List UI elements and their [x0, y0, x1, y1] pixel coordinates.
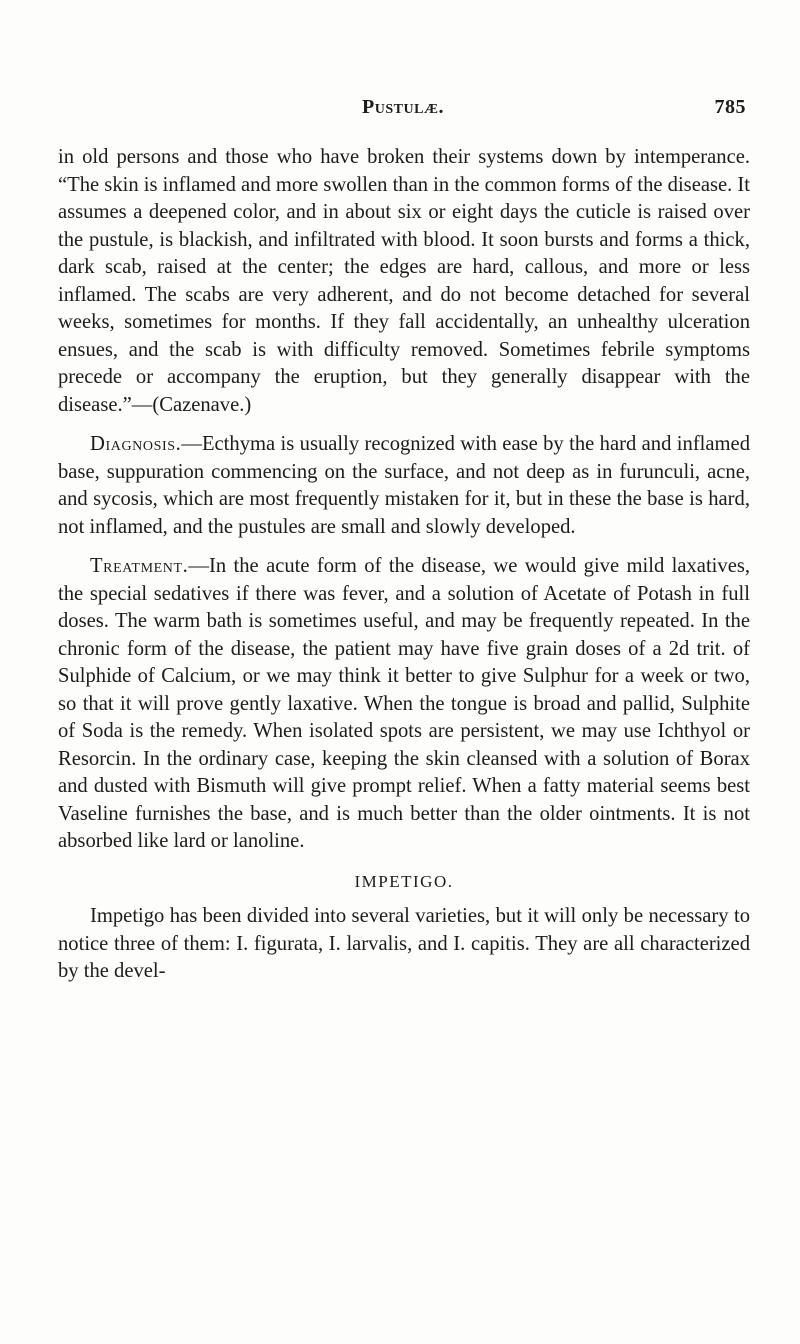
- diagnosis-text: —Ecthyma is usually recognized with ease by the hard and inflamed base, suppuration commencing on the surface, and not deep as in furunculi, acne, and sycosis, which are most frequently mistaken for it, but in these the base is hard, not inflamed, and the pustules are small and slowly developed.: [58, 433, 750, 538]
- paragraph-treatment: [58, 553, 750, 856]
- diagnosis-label: Diagnosis.: [90, 433, 182, 455]
- treatment-label: Treatment.: [90, 555, 189, 577]
- running-title: Pustulæ.: [362, 96, 444, 118]
- page-number: 785: [714, 96, 746, 118]
- running-head: [60, 96, 746, 126]
- paragraph-ecthyma-description: in old persons and those who have broken their systems down by intemperance. “The skin is inflamed and more swollen than in the common forms of the disease. It assumes a deepened color, and in about six or eight days the cuticle is raised over the pustule, is blackish, and infiltrated with blood. It soon bursts and forms a thick, dark scab, raised at the center; the edges are hard, callous, and more or less inflamed. The scabs are very adherent, and do not become detached for several weeks, sometimes for months. If they fall accidentally, an unhealthy ulceration ensues, and the scab is with difficulty removed. Sometimes febrile symptoms precede or accompany the eruption, but they generally disappear with the disease.”—(Cazenave.): [58, 146, 751, 416]
- paragraph-impetigo: Impetigo has been divided into several varieties, but it will only be necessary to notice three of them: I. figurata, I. larvalis, and I. capitis. They are all characterized by the devel-: [58, 905, 750, 982]
- section-heading-impetigo: IMPETIGO.: [354, 871, 454, 891]
- paragraph-diagnosis: [58, 431, 750, 541]
- body-text: [58, 144, 750, 998]
- treatment-text: —In the acute form of the disease, we would give mild laxatives, the special sedatives if there was fever, and a solution of Acetate of Potash in full doses. The warm bath is sometimes useful, and may be frequently repeated. In the chronic form of the disease, the patient may have five grain doses of a 2d trit. of Sulphide of Calcium, or we may think it better to give Sulphur for a week or two, so that it will prove gently laxative. When the tongue is broad and pallid, Sulphite of Soda is the remedy. When isolated spots are persistent, we may use Ichthyol or Resorcin. In the ordinary case, keeping the skin cleansed with a solution of Borax and dusted with Bismuth will give prompt relief. When a fatty material seems best Vaseline furnishes the base, and is much better than the older ointments. It is not absorbed like lard or lanoline.: [58, 555, 750, 852]
